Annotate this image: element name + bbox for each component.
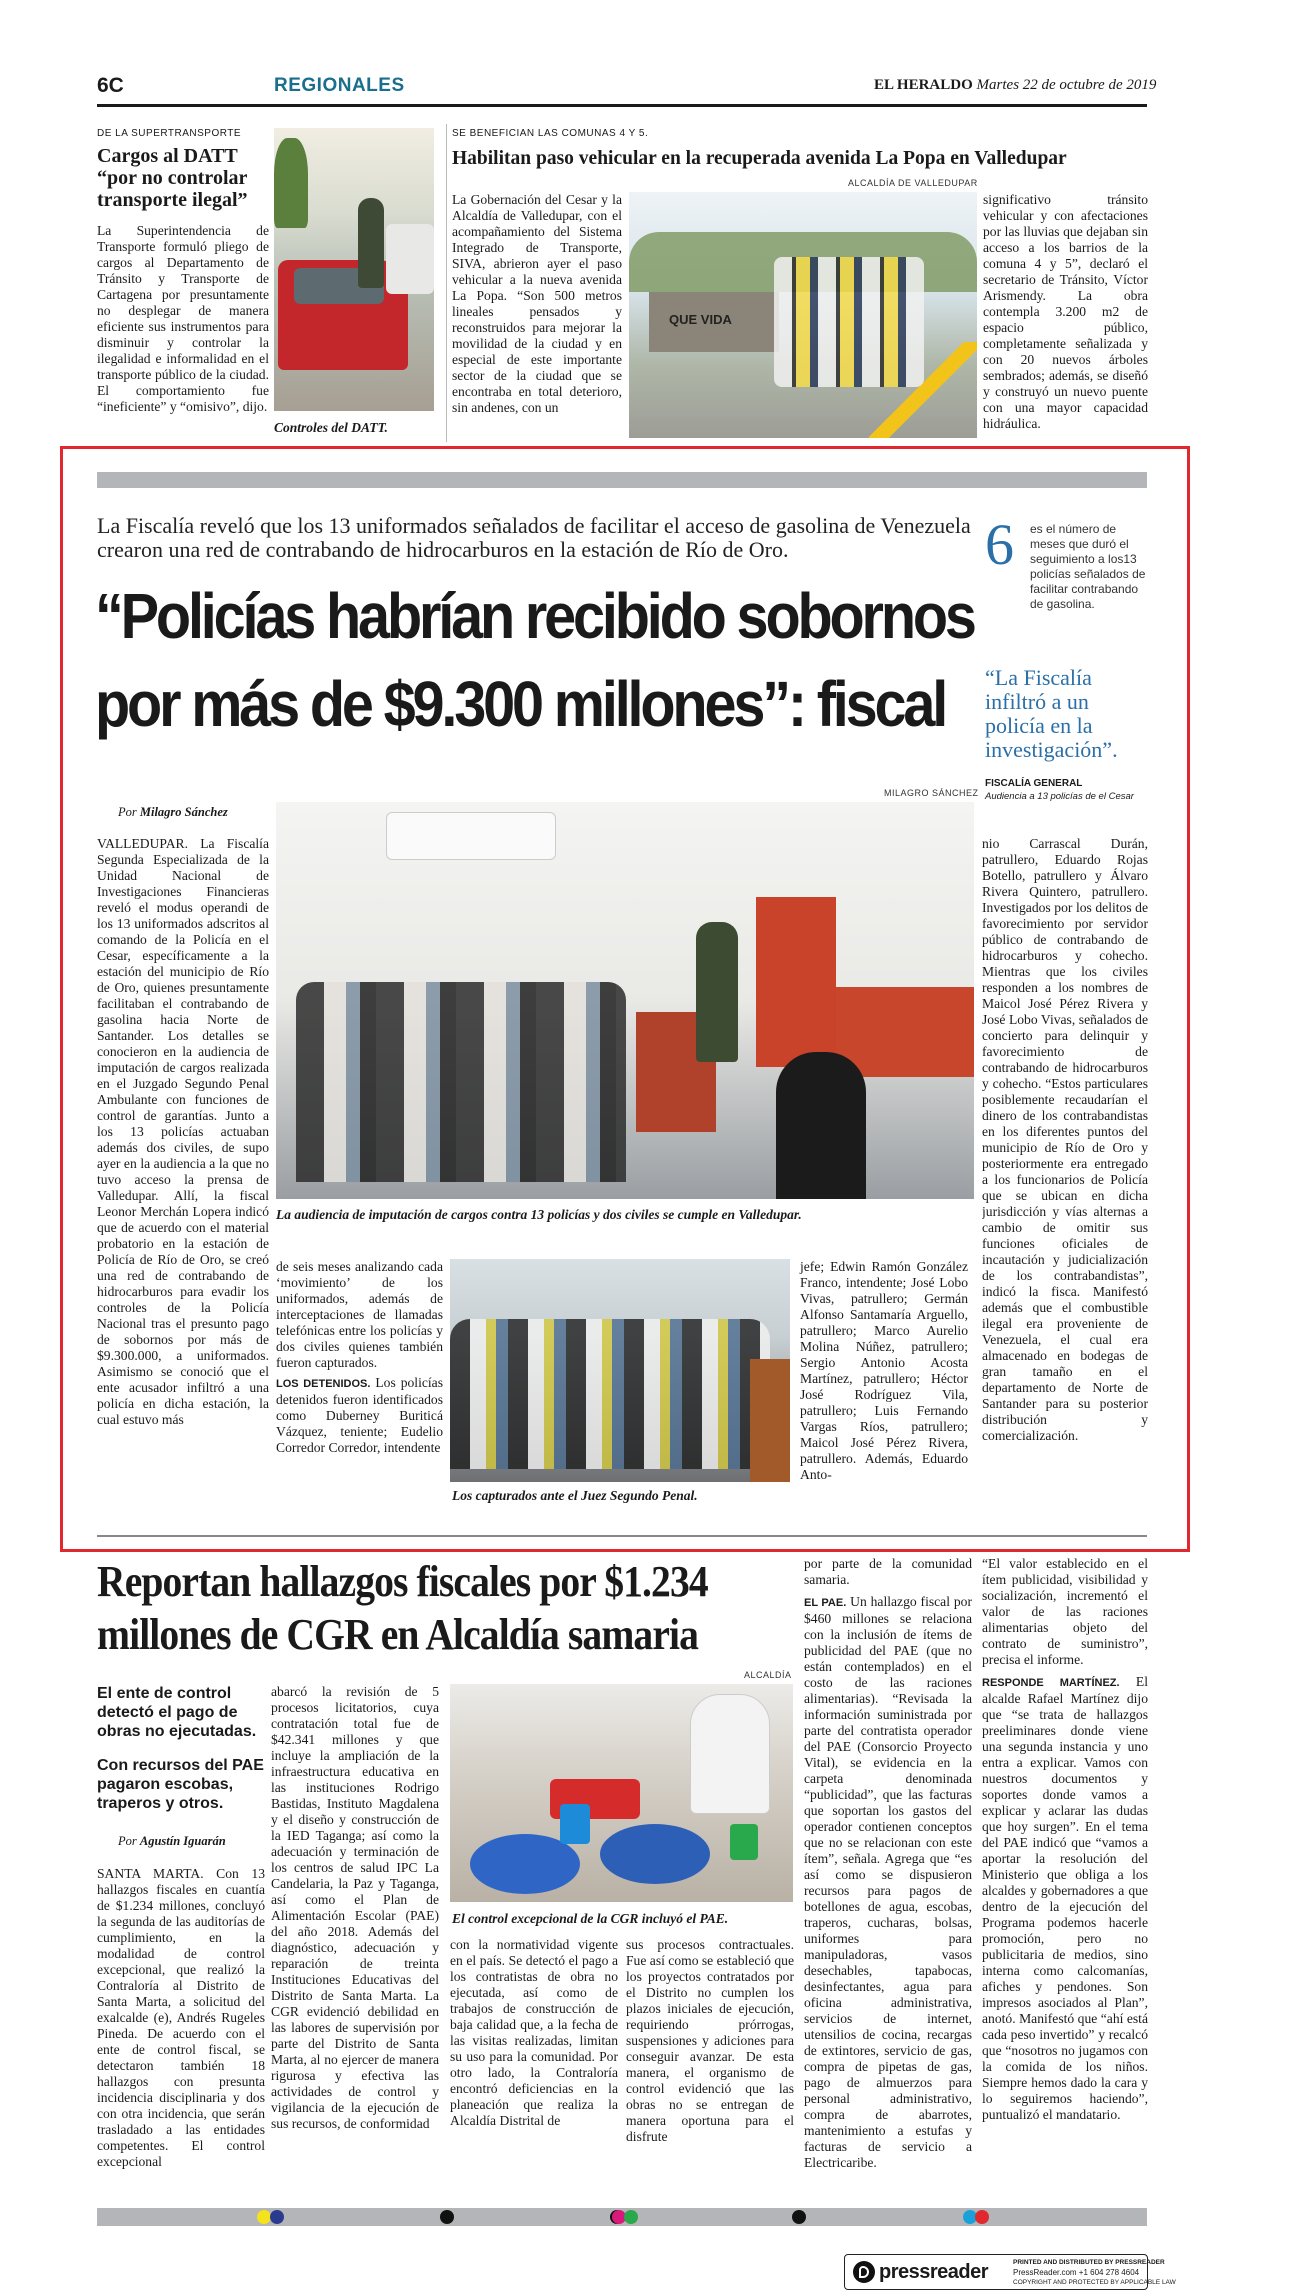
seated-detainees <box>296 982 626 1182</box>
subhead: RESPONDE MARTÍNEZ. <box>982 1677 1120 1689</box>
paper-name: EL HERALDO <box>874 77 973 93</box>
col5-top: por parte de la comunidad samaria. <box>804 1556 972 1587</box>
green-cup <box>730 1824 758 1860</box>
photo-credit: ALCALDÍA DE VALLEDUPAR <box>848 178 978 188</box>
bottom-headline-line2: millones de CGR en Alcaldía samaria <box>97 1610 699 1659</box>
pressreader-line2: PressReader.com +1 604 278 4604 <box>1013 2268 1140 2277</box>
pressreader-line3: COPYRIGHT AND PROTECTED BY APPLICABLE LAW <box>1013 2279 1176 2286</box>
body-text: La Superintendencia de Transporte formuló pliego de cargos al Departamento de Tránsito y Transporte de Cartagena por presuntamente no desplegar de manera eficiente sus instrumentos para disminuir y controlar la ilegalidad e informalidad en el transporte público de la ciudad. El comportamiento fue “ineficiente” y “omisivo”, dijo. <box>97 223 269 414</box>
body-text-continued: significativo tránsito vehicular y con afectaciones por las lluvias que dejaban sin acceso a los barrios de la comuna 4 y 5”, declaró el secretario de Tránsito, Víctor Arismendy. La obra contempla 3.200 m2 de espacio público, completamente señalizada y con 20 nuevos árboles sembrados; además, se diseñó y construyó un nuevo puente con una mayor capacidad hidráulica. <box>983 192 1148 431</box>
traffic-photo <box>274 128 434 411</box>
headline: Cargos al DATT “por no controlar transporte ilegal” <box>97 145 248 211</box>
photo-credit: ALCALDÍA <box>744 1670 792 1680</box>
byline-name: Agustín Iguarán <box>139 1834 226 1848</box>
article-column-5 <box>804 1556 972 2171</box>
main-photo-caption: La audiencia de imputación de cargos contra 13 policías y dos civiles se cumple en Valledupar. <box>276 1207 802 1222</box>
col2-subhead-paragraph <box>276 1375 443 1456</box>
photo-credit: MILAGRO SÁNCHEZ <box>884 788 979 798</box>
pressreader-logo-icon <box>853 2261 875 2283</box>
issue-date: Martes 22 de octubre de 2019 <box>976 77 1157 93</box>
person-foreground <box>776 1052 866 1199</box>
pressreader-wordmark: pressreader <box>879 2261 989 2283</box>
dek-1: El ente de control detectó el pago de obras no ejecutadas. <box>97 1685 257 1740</box>
photo-caption: El control excepcional de la CGR incluyó el PAE. <box>452 1911 729 1926</box>
quote-source: FISCALÍA GENERAL <box>985 778 1083 789</box>
bottom-headline-line1: Reportan hallazgos fiscales por $1.234 <box>97 1557 708 1606</box>
col6-paragraph <box>982 1674 1148 2123</box>
courtroom-photo <box>276 802 974 1199</box>
judge-bench <box>836 987 974 1077</box>
pae-food-photo <box>450 1684 793 1902</box>
white-car <box>386 224 434 294</box>
masthead-date <box>874 77 1156 94</box>
article-column-2: abarcó la revisión de 5 procesos licitatorios, cuya contratación total fue de $42.341 millones y que incluye la ampliación de la infraestructura educativa en las instituciones Rodrigo Bastidas, Instituto Magdalena y el diseño y construcción de la IED Taganga; así como la adecuación y terminación de los centros de salud IPC La Candelaria, la Paz y Taganga, así como el Plan de Alimentación Escolar (PAE) del año 2018. Además del diagnóstico, adecuación y reparación de treinta Instituciones Educativas del Distrito de Santa Marta. La CGR evidenció debilidad en las labores de supervisión por parte del Distrito de Santa Marta, al no ejercer de manera rigurosa y efectiva las actividades de control y vigilancia de la ejecución de sus recursos, de conformidad <box>271 1684 439 2131</box>
article-column-1: VALLEDUPAR. La Fiscalía Segunda Especializada de la Unidad Nacional de Investigaciones Financieras reveló el modus operandi de los 13 uniformados adscritos al comando de la Policía en el Cesar, específicamente a la estación del municipio de Río de Oro, quienes presuntamente facilitaban el contrabando de gasolina hacia Norte de Santander. Los detalles se conocieron en la audiencia de imputación de cargos realizada en el Juzgado Segundo Penal Ambulante con funciones de control de garantías. Junto a los 13 policías actuaban además dos civiles, de supo ayer en la audiencia a la que no tuvo acceso la prensa de Valledupar. Allí, la fiscal Leonor Merchán Lopera indicó que de acuerdo con el material probatorio en la estación de Policía de Río de Oro, se creó una red de contrabando de hidrocarburos para evadir los controles de la Policía Nacional tras el presunto pago de sobornos por más de $9.300.000, a uniformados. Asimismo se conoció que el ente acusador infiltró a una policía en dicha estación, la cual estuvo más <box>97 836 269 1427</box>
reg-dot-black <box>792 2210 806 2224</box>
col5-text: Un hallazgo fiscal por $460 millones se relaciona con la inclusión de ítems de publicidad del PAE (que no están contemplados) en el costo de las raciones alimentarias). “Revisada la información suministrada por parte del contratista operador del PAE (Consorcio Proyecto Vital), se evidencia en la carpeta denominada “publicidad”, que las facturas que soportan los gastos del operador contienen conceptos que no se relacionan con este ítem”, señala. Agrega que “es así como se dispusieron recursos para pagos de botellones de agua, escobas, traperos, cucharas, bolsas, uniformes para manipuladoras, vasos desechables, tapabocas, desinfectantes, agua para oficina administrativa, servicios de internet, utensilios de cocina, recargas de extintores, servicio de gas, compra de pipetas de gas, pago de almuerzos para personal administrativo, compra de abarrotes, mantenimiento a estufas y facturas de servicio a Electricaribe. <box>804 1594 972 2170</box>
deck: La Fiscalía reveló que los 13 uniformados señalados de facilitar el acceso de gasolina de Venezuela crearon una red de contrabando de hidrocarburos en la estación de Río de Oro. <box>97 513 971 562</box>
col2-text: de seis meses analizando cada ‘movimiento’ de los uniformados, además de interceptaciones de llamadas telefónicas entre los policías y dos civiles quienes también fueron capturados. <box>276 1259 443 1370</box>
plate-blue-2 <box>600 1824 710 1884</box>
dek-2: Con recursos del PAE pagaron escobas, traperos y otros. <box>97 1757 264 1812</box>
detainees-photo <box>450 1259 790 1482</box>
byline <box>118 805 228 820</box>
monument-sign: QUE VIDA <box>669 312 732 327</box>
secondary-photo-caption: Los capturados ante el Juez Segundo Penal. <box>452 1488 698 1503</box>
palm-tree <box>274 138 308 228</box>
subhead: LOS DETENIDOS. <box>276 1378 371 1390</box>
stat-text: es el número de meses que duró el seguimiento a los13 policías señalados de facilitar contrabando de gasolina. <box>1030 522 1146 611</box>
col6-text-b: El alcalde Rafael Martínez dijo que “se trata de hallazgos preeliminares donde viene una segunda instancia y uno entra a explicar. Vamos con nuestros documentos y soportes donde vamos a explicar y aclarar las dudas que hoy surgen”. En el tema del PAE indicó que “vamos a aportar la resolución del Ministerio que obliga a los alcaldes y gobernadores a que dentro de la ejecución del Programa podemos hacerle promoción, pero no publicitaria de medios, sino interna como calcomanías, afiches y pendones. Son impresos asociados al Plan”, anotó. Manifestó que “ahí está cada peso invertido” y recalcó que “nosotros no jugamos con la comida de los niños. Siempre hemos dado la cara y lo seguiremos haciendo”, puntualizó el mandatario. <box>982 1674 1148 2122</box>
main-headline-line1: “Policías habrían recibido sobornos <box>95 580 974 652</box>
courtroom-door <box>756 897 836 1067</box>
col5-paragraph <box>804 1594 972 2171</box>
byline-prefix: Por <box>118 805 137 819</box>
wooden-rail <box>750 1359 790 1482</box>
pressreader-line1: PRINTED AND DISTRIBUTED BY PRESSREADER <box>1013 2259 1165 2266</box>
col2-text-b: Los policías detenidos fueron identificados como Duberney Buriticá Vázquez, teniente; Eudelio Corredor Corredor, intendente <box>276 1375 443 1455</box>
main-headline-line2: por más de $9.300 millones”: fiscal <box>95 668 946 740</box>
headline: Habilitan paso vehicular en la recuperada avenida La Popa en Valledupar <box>452 148 1067 169</box>
reg-dot-black <box>440 2210 454 2224</box>
article-column-1: SANTA MARTA. Con 13 hallazgos fiscales en cuantía de $1.234 millones, concluyó la segunda de las auditorías de cumplimiento, en la modalidad de control excepcional, que realizó la Contraloría al Distrito de Santa Marta, a solicitud del exalcalde (e), Andrés Rugeles Pineda. De acuerdo con el ente de control fiscal, se detectaron también 18 hallazgos con presunta incidencia disciplinaria y dos con otra incidencia, que serán trasladado a las entidades competentes. El control excepcional <box>97 1866 265 2169</box>
reg-dot-green <box>624 2210 638 2224</box>
photo-caption: Controles del DATT. <box>274 420 388 435</box>
gray-bar-top <box>97 472 1147 488</box>
quote-role: Audiencia a 13 policías de el Cesar <box>985 791 1134 802</box>
byline-prefix: Por <box>118 1834 137 1848</box>
detainees-group <box>450 1319 770 1469</box>
air-conditioner <box>386 812 556 860</box>
byline <box>118 1834 226 1849</box>
header-rule <box>97 104 1147 107</box>
article-column-3: jefe; Edwin Ramón González Franco, intendente; José Lobo Vivas, patrullero; Germán Alfonso Santamaría Arguello, patrullero; Marco Aurelio Molina Núñez, patrullero; Sergio Antonio Acosta Martínez, patrullero; Héctor José Rodríguez Vila, patrullero; Luis Fernando Vargas Ríos, patrullero; Maicol José Pérez Rivera, patrullero. Además, Eduardo Anto- <box>800 1259 968 1482</box>
officer-figure <box>358 198 384 288</box>
subhead: EL PAE. <box>804 1597 847 1609</box>
reg-dot-red <box>975 2210 989 2224</box>
article-column-4: sus procesos contractuales. Fue así como se estableció que los proyectos contratados por el Distrito no cumplen los plazos iniciales de ejecución, requiriendo prórrogas, suspensiones y adiciones para conseguir avanzar. De esta manera, el organismo de control evidenció que las obras no se entregan de manera oportuna para el disfrute <box>626 1937 794 2144</box>
kicker: SE BENEFICIAN LAS COMUNAS 4 Y 5. <box>452 128 649 139</box>
column-divider <box>446 124 447 442</box>
avenue-photo <box>629 192 977 438</box>
officials-group <box>774 257 924 387</box>
article-column-2 <box>276 1259 443 1456</box>
article-column-4: nio Carrascal Durán, patrullero, Eduardo Rojas Botello, patrullero y Álvaro Rivera Quintero, patrullero. Investigados por los delitos de favorecimiento por servidor público de contrabando de hidrocarburos y cohecho. Mientras que los civiles responden a los nombres de Maicol José Pérez Rivera y José Lobo Vivas, señalados de concierto para delinquir y favorecimiento de contrabando de hidrocarburos y cohecho. “Estos particulares posiblemente recaudarían el dinero de los contrabandistas en los diferentes puntos del municipio de Río de Oro y posteriormente era entregado a los funcionarios de Policía que se ubican en dicha jurisdicción y vías alternas a cambio de omitir sus funciones oficiales de incautación y judicialización de los contrabandistas”, indicó la fisca. Manifestó además que el combustible ilegal era proveniente de Venezuela, el cual era almacenado en bodegas de gran tamaño en el departamento de Norte de Santander para su posterior distribución y comercialización. <box>982 836 1148 1443</box>
col6-text: “El valor establecido en el ítem publicidad, visibilidad y socialización, incrementó el valor de las raciones alimentarias objeto del contrato de suministro”, precisa el informe. <box>982 1556 1148 1667</box>
kicker: DE LA SUPERTRANSPORTE <box>97 128 242 139</box>
article-column-6 <box>982 1556 1148 2123</box>
police-officer <box>696 922 738 1062</box>
worker-figure <box>690 1694 770 1814</box>
article-column-3: con la normatividad vigente en el país. Se detectó el pago a los contratistas de obra no ejecutada, así como de trabajos de construcción de baja calidad que, a la fecha de las visitas realizadas, limitan su uso para la comunidad. Por otro lado, la Contraloría encontró deficiencias en la planeación que realiza la Alcaldía Distrital de <box>450 1937 618 2128</box>
pressreader-badge[interactable] <box>844 2254 1176 2290</box>
stat-number: 6 <box>985 512 1014 577</box>
body-text: La Gobernación del Cesar y la Alcaldía de Valledupar, con el acompañamiento del Sistema Integrado de Transporte, SIVA, abrieron ayer el paso vehicular a la nueva avenida La Popa. “Son 500 metros lineales pensados y reconstruidos para mejorar la movilidad de la ciudad y en especial de este importante sector de la ciudad que se encontraba en total deterioro, sin andenes, con un <box>452 192 622 415</box>
reg-dot-yellow <box>257 2210 271 2224</box>
section-title: REGIONALES <box>274 75 405 96</box>
byline-name: Milagro Sánchez <box>139 805 228 819</box>
gray-bar-bottom <box>97 1535 1147 1537</box>
pull-quote: “La Fiscalía infiltró a un policía en la investigación”. <box>985 665 1118 762</box>
reg-dot-blue <box>270 2210 284 2224</box>
page-number: 6C <box>97 74 124 97</box>
blue-cup <box>560 1804 590 1844</box>
